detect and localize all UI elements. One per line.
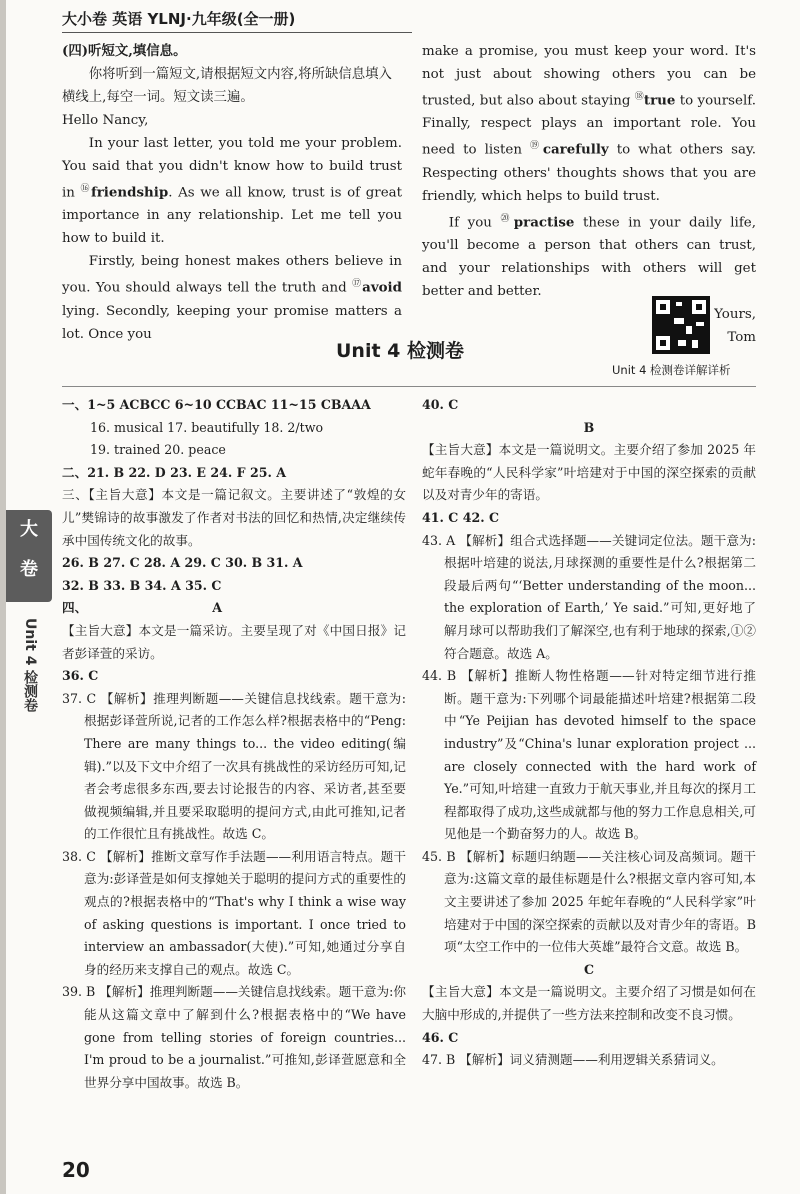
page-title: Unit 4 检测卷	[336, 340, 464, 362]
greeting: Hello Nancy,	[62, 113, 149, 128]
answer-line: 46. C	[422, 1029, 459, 1045]
section-label: (四)听短文,填信息。	[62, 43, 187, 59]
answer-line: 【主旨大意】本文是一篇采访。主要呈现了对《中国日报》记者彭译萱的采访。	[62, 622, 406, 661]
answers-left-column	[62, 394, 406, 1094]
paragraph-1: In your last letter, you told me your problem. You said that you didn't know how to build trust in ⑯friendship. As we all know, trust is of great importance in any relationship. Let me tell you how to build it.	[62, 136, 402, 247]
page-number: 20	[62, 1158, 90, 1182]
answer-line: 16. musical 17. beautifully 18. 2/two	[90, 419, 324, 435]
answer-explanation: 37. C 【解析】推理判断题——关键信息找线索。题干意为:根据彭译萱所说,记者的工作怎么样?根据表格中的“Peng: There are many things to... the video editing(编辑).”以及下文中介绍了一次具有挑战性的采访经历可知,记者会考虑很多东西,要去讨论报告的内容、采访者,甚至要做视频编辑,并且要采取聪明的提问方式,由此可推知,记者的工作很忙且有挑战性。故选 C。	[62, 690, 406, 842]
side-tab-label-2: 卷	[20, 559, 38, 580]
listening-left-column	[62, 40, 402, 346]
side-vertical-label: Unit 4 检测卷	[22, 618, 38, 713]
passage-label: B	[583, 419, 595, 435]
answer-line: 36. C	[62, 668, 99, 684]
answer-explanation: 45. B 【解析】标题归纳题——关注核心词及高频词。题干意为:这篇文章的最佳标题是什么?根据文章内容可知,本文主要讲述了参加 2025 年蛇年春晚的“人民科学家”叶培建对于中国的深空探索的贡献以及对青少年的寄语。B 项“太空工作中的一位伟大英雄”最符合文意。故选 B。	[422, 848, 756, 955]
paragraph-2: Firstly, being honest makes others believe in you. You should always tell the truth and ⑰avoid lying. Secondly, keeping your promise matters a lot. Once you	[62, 254, 402, 342]
answer-line: 【主旨大意】本文是一篇说明文。主要介绍了习惯是如何在大脑中形成的,并提供了一些方法来控制和改变不良习惯。	[422, 984, 756, 1023]
answer-explanation: 47. B 【解析】词义猜测题——利用逻辑关系猜词义。	[422, 1052, 724, 1068]
instruction: 你将听到一篇短文,请根据短文内容,将所缺信息填入横线上,每空一词。短文读三遍。	[62, 67, 392, 105]
answers-right-column	[422, 394, 756, 1072]
answer-line: 26. B 27. C 28. A 29. C 30. B 31. A	[62, 555, 303, 571]
answer-line: 40. C	[422, 397, 459, 412]
side-tab-label-1: 大	[20, 519, 38, 540]
answer-16: friendship	[90, 184, 169, 201]
signature: Tom	[727, 330, 756, 346]
answer-line: 一、1~5 ACBCC 6~10 CCBAC 11~15 CBAAA	[62, 397, 371, 412]
answer-line: 41. C 42. C	[422, 509, 500, 525]
paragraph-3: If you ⑳practise these in your daily life, you'll become a person that others can trust, and your relationships with others will get better and better.	[422, 213, 756, 300]
title-rule	[62, 386, 756, 387]
answer-line: 【主旨大意】本文是一篇说明文。主要介绍了参加 2025 年蛇年春晚的“人民科学家”叶培建对于中国的深空探索的贡献以及对青少年的寄语。	[422, 442, 756, 503]
answer-explanation: 43. A 【解析】组合式选择题——关键词定位法。题干意为:根据叶培建的说法,月球探测的重要性是什么?根据第二段最后两句“‘Better understanding of the moon... the exploration of Earth,’ Ye said.”可知,更好地了解月球可以帮助我们了解深空,也有利于地球的探索,①②符合题意。故选 A。	[422, 532, 756, 661]
header-rule	[62, 32, 412, 33]
answer-explanation: 38. C 【解析】推断文章写作手法题——利用语言特点。题干意为:彭译萱是如何支撑她关于聪明的提问方式的重要性的观点的?根据表格中的“That's why I think a wise way of asking questions is important. I once tried to interview an ambassador(大使).”可知,她通过分享自身的经历来支撑自己的观点。故选 C。	[62, 848, 406, 977]
answer-explanation: 39. B 【解析】推理判断题——关键信息找线索。题干意为:你能从这篇文章中了解到什么?根据表格中的“We have gone from telling stories of foreign countries... I'm proud to be a journalist.”可推知,彭译萱愿意和全世界分享中国故事。故选 B。	[62, 984, 406, 1090]
answer-line: 二、21. B 22. D 23. E 24. F 25. A	[62, 464, 287, 480]
closing: Yours,	[714, 307, 756, 323]
answer-explanation: 44. B 【解析】推断人物性格题——针对特定细节进行推断。题干意为:下列哪个词最能描述叶培建?根据第二段中“Ye Peijian has devoted himself to the space industry”及“China's lunar exploration project ... are closely connected with the hard work of Ye.”可知,叶培建一直致力于航天事业,并且每次的探月工程都取得了成功,这些成就都与他的努力工作息息相关,可见他是一个勤奋努力的人。故选 B。	[422, 668, 756, 842]
answer-17: avoid	[362, 279, 402, 296]
answer-line: 19. trained 20. peace	[90, 442, 226, 458]
answer-line: 三、【主旨大意】本文是一篇记叙文。主要讲述了“敦煌的女儿”樊锦诗的故事激发了作者对书法的回忆和热情,决定继续传承中国传统文化的故事。	[62, 487, 406, 548]
answer-line: 32. B 33. B 34. A 35. C	[62, 577, 222, 593]
section-four-heading: 四、 A	[62, 600, 223, 616]
answer-18: true	[643, 92, 676, 109]
paragraph-2-continued: make a promise, you must keep your word. It's not just about showing others you can be trusted, but also about staying ⑱true to yourself. Finally, respect plays an important role. You need to listen ⑲carefully to what others say. Respecting others' thoughts shows that you are friendly, which helps to build trust.	[422, 44, 756, 204]
answer-19: carefully	[542, 141, 609, 158]
book-header: 大小卷 英语 YLNJ·九年级(全一册)	[62, 10, 296, 28]
passage-label: C	[583, 961, 595, 977]
qr-label: Unit 4 检测卷详解详析	[612, 363, 731, 377]
side-tab	[6, 510, 52, 602]
answer-20: practise	[513, 214, 575, 231]
